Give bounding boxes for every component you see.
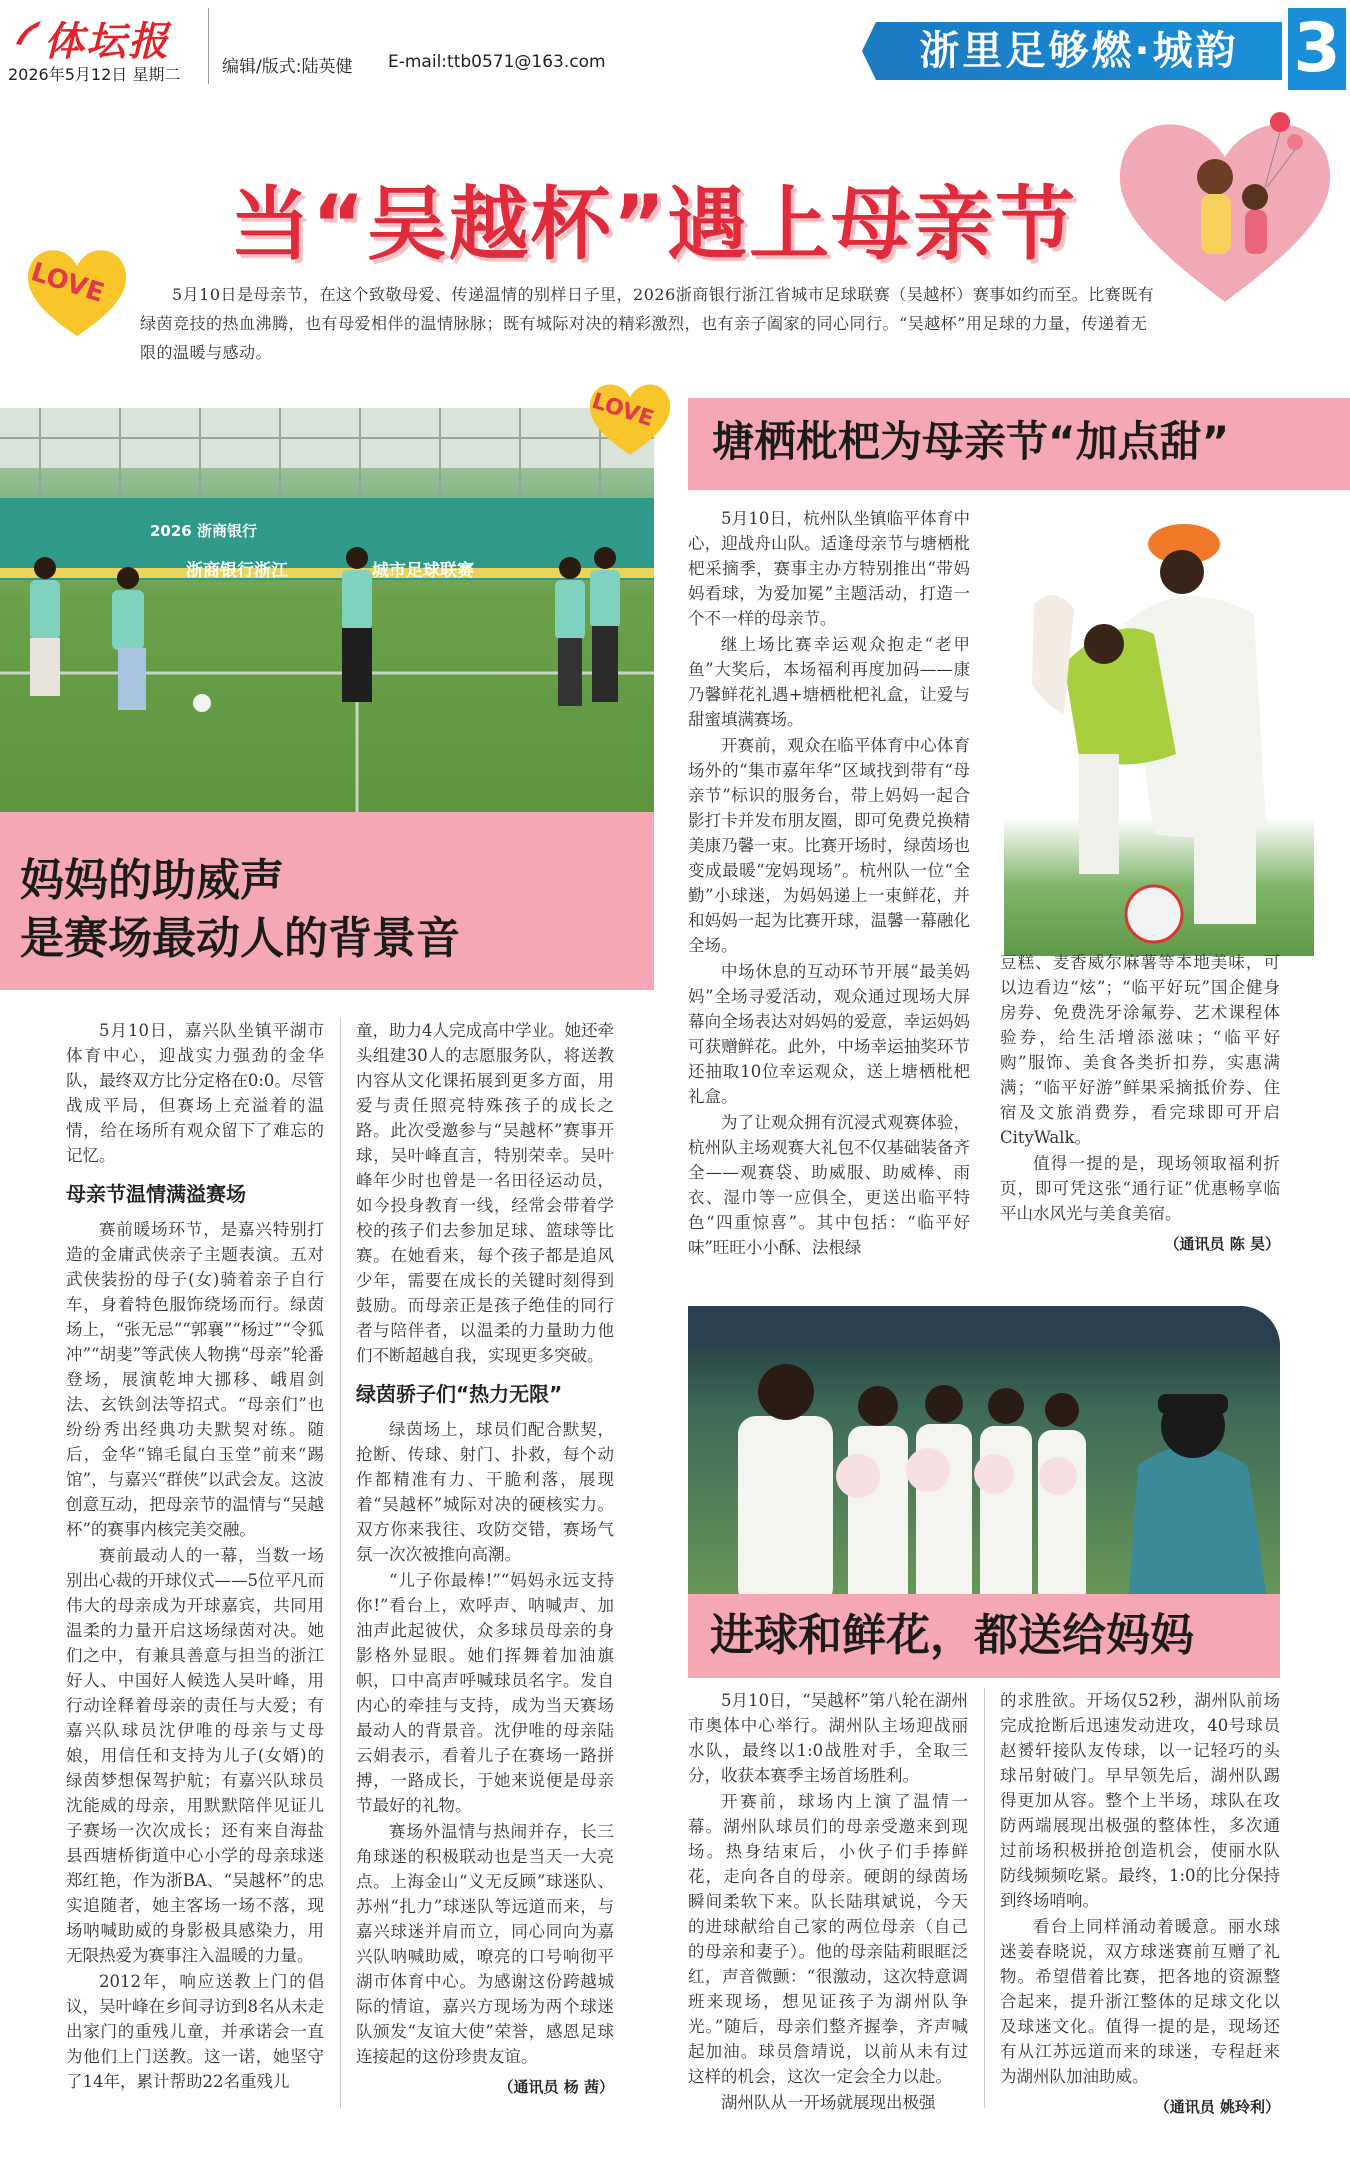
paragraph: 值得一提的是，现场领取福利折页，即可凭这张“通行证”优惠畅享临平山水风光与美食美宿。 (1000, 1154, 1280, 1223)
love-badge-text: LOVE (588, 388, 657, 433)
paragraph: “儿子你最棒!”“妈妈永远支持你!”看台上，欢呼声、呐喊声、加油声此起彼伏，众多球员母亲的身影格外显眼。她们挥舞着加油旗帜，口中高声呼喊球员名字。发自内心的牵挂与支持，成为当天赛场最动人的背景音。沈伊唯的母亲陆云娟表示，看着儿子在赛场一路拼搏，一路成长，于她来说便是母亲节最好的礼物。 (356, 1571, 614, 1815)
paragraph: 开赛前，观众在临平体育中心体育场外的“集市嘉年华”区域找到带有“母亲节”标识的服务台，带上妈妈一起合影打卡并发布朋友圈，即可免费兑换精美康乃馨一束。比赛开场时，绿茵场也变成最暖“宠妈现场”。杭州队一位“全勤”小球迷，为妈妈递上一束鲜花，并和妈妈一起为比赛开球，温馨一幕融化全场。 (688, 736, 970, 955)
section-banner: 浙里足够燃·城韵 (876, 22, 1282, 80)
newspaper-logo-icon (14, 18, 42, 48)
love-badge-secondary (585, 376, 675, 462)
paragraph: 赛前最动人的一幕，当数一场别出心裁的开球仪式——5位平凡而伟大的母亲成为开球嘉宾，共同用温柔的力量开启这场绿茵对决。她们之中，有兼具善意与担当的浙江好人、中国好人候选人吴叶峰，用行动诠释着母亲的责任与大爱；有嘉兴队球员沈伊唯的母亲与丈母娘，用信任和支持为儿子(女婿)的绿茵梦想保驾护航；有嘉兴队球员沈能威的母亲，用默默陪伴见证儿子赛场一次次成长；还有来自海盐县西塘桥街道中心小学的母亲球迷郑红艳，作为浙BA、“吴越杯”的忠实追随者，她主客场一场不落，现场呐喊助威的身影极具感染力，用无限热爱为赛事注入温暖的力量。 (66, 1546, 324, 1965)
subhead: 绿茵骄子们“热力无限” (356, 1382, 563, 1406)
right-top-story-title: 塘栖枇杷为母亲节“加点甜” (712, 417, 1230, 466)
board-text-3: 城市足球联赛 (372, 561, 474, 581)
left-story-title-line2: 是赛场最动人的背景音 (20, 913, 460, 964)
love-badge-text: LOVE (27, 257, 108, 309)
right-top-story-column-2 (1000, 950, 1280, 1257)
mother-child-heart-illustration (1105, 92, 1345, 312)
hug-photo (1004, 494, 1314, 956)
right-bottom-story-column-1 (688, 1688, 968, 2116)
love-badge (22, 240, 132, 344)
right-bottom-story-title: 进球和鲜花，都送给妈妈 (710, 1610, 1194, 1661)
byline: （通讯员 陈 昊） (1164, 1235, 1280, 1253)
left-story-column-2 (356, 1018, 614, 2100)
column-divider (340, 1018, 341, 2108)
paragraph: 继上场比赛幸运观众抱走“老甲鱼”大奖后，本场福利再度加码——康乃馨鲜花礼遇+塘栖枇杷礼盒，让爱与甜蜜填满赛场。 (688, 635, 970, 729)
byline: （通讯员 杨 茜） (498, 2078, 614, 2096)
right-bottom-story-column-2 (1000, 1688, 1280, 2120)
paragraph: 2012年，响应送教上门的倡议，吴叶峰在乡间寻访到8名从未走出家门的重残儿童，并承诺会一直为他们上门送教。这一诺，她坚守了14年，累计帮助22名重残儿 (66, 1972, 324, 2091)
intro-paragraph: 5月10日是母亲节，在这个致敬母爱、传递温情的别样日子里，2026浙商银行浙江省城市足球联赛（吴越杯）赛事如约而至。比赛既有绿茵竞技的热血沸腾，也有母爱相伴的温情脉脉；既有城际对决的精彩激烈，也有亲子阖家的同心同行。“吴越杯”用足球的力量，传递着无限的温暖与感动。 (140, 285, 1155, 362)
left-story-column-1 (66, 1018, 324, 2095)
column-divider (984, 1688, 985, 2108)
flowers-photo-scene (688, 1306, 1280, 1606)
left-story-title-line1: 妈妈的助威声 (20, 855, 284, 906)
paragraph: 5月10日，“吴越杯”第八轮在湖州市奥体中心举行。湖州队主场迎战丽水队，最终以1:0战胜对手，全取三分，收获本赛季主场首场胜利。 (688, 1691, 968, 1785)
kickoff-photo-scene (0, 408, 654, 836)
page-number: 3 (1288, 8, 1346, 90)
paragraph: 湖州队从一开场就展现出极强 (721, 2093, 936, 2112)
paragraph: 中场休息的互动环节开展“最美妈妈”全场寻爱活动，观众通过现场大屏幕向全场表达对妈妈的爱意，幸运妈妈可获赠鲜花。此外，中场幸运抽奖环节还抽取10位幸运观众，送上塘栖枇杷礼盒。 (688, 962, 970, 1106)
paragraph: 5月10日，嘉兴队坐镇平湖市体育中心，迎战实力强劲的金华队，最终双方比分定格在0:0。尽管战成平局，但赛场上充溢着的温情，给在场所有观众留下了难忘的记忆。 (66, 1021, 324, 1165)
paragraph: 开赛前，球场内上演了温情一幕。湖州队球员们的母亲受邀来到现场。热身结束后，小伙子们手捧鲜花，走向各自的母亲。硬朗的绿茵场瞬间柔软下来。队长陆琪斌说，今天的进球献给自己家的两位母亲（自己的母亲和妻子）。他的母亲陆莉眼眶泛红，声音微颤：“很激动，这次特意调班来现场，想见证孩子为湖州队争光。”随后，母亲们整齐握拳，齐声喊起加油。球员詹靖说，以前从未有过这样的机会，这次一定会全力以赴。 (688, 1792, 968, 2086)
paragraph: 5月10日，杭州队坐镇临平体育中心，迎战舟山队。适逢母亲节与塘栖枇杷采摘季，赛事主办方特别推出“带妈妈看球，为爱加冕”主题活动，打造一个不一样的母亲节。 (688, 509, 970, 628)
flowers-photo (688, 1306, 1280, 1606)
masthead-divider (208, 8, 209, 84)
paragraph: 绿茵场上，球员们配合默契，抢断、传球、射门、扑救，每个动作都精准有力、干脆利落，展现着“吴越杯”城际对决的硬核实力。双方你来我往、攻防交错，赛场气氛一次次被推向高潮。 (356, 1420, 614, 1564)
paragraph: 赛前暖场环节，是嘉兴特别打造的金庸武侠亲子主题表演。五对武侠装扮的母子(女)骑着亲子自行车，身着特色服饰绕场而行。绿茵场上，“张无忌”“郭襄”“杨过”“令狐冲”“胡斐”等武侠人物携“母亲”轮番登场，展演乾坤大挪移、峨眉剑法、玄铁剑法等招式。“母亲们”也纷纷秀出经典功夫默契对练。随后，金华“锦毛鼠白玉堂”前来“踢馆”，与嘉兴“群侠”以武会友。这波创意互动，把母亲节的温情与“吴越杯”的赛事内核完美交融。 (66, 1220, 324, 1539)
right-top-story-column-1 (688, 506, 970, 1261)
board-text-2: 浙商银行浙江 (186, 561, 288, 581)
hug-photo-scene (1004, 494, 1314, 956)
dateline: 2026年5月12日 星期二 (8, 65, 181, 84)
paragraph: 看台上同样涌动着暖意。丽水球迷姜春晓说，双方球迷赛前互赠了礼物。希望借着比赛，把各地的资源整合起来，提升浙江整体的足球文化以及球迷文化。值得一提的是，现场还有从江苏远道而来的球迷，专程赶来为湖州队加油助威。 (1000, 1917, 1280, 2086)
newspaper-logo[interactable]: 体坛报 (44, 19, 170, 65)
paragraph: 的求胜欲。开场仅52秒，湖州队前场完成抢断后迅速发动进攻，40号球员赵赟轩接队友传球，以一记轻巧的头球吊射破门。早早领先后，湖州队踢得更加从容。整个上半场，球队在攻防两端展现出极强的整体性，多次通过前场积极拼抢创造机会，使丽水队防线频频吃紧。最终，1:0的比分保持到终场哨响。 (1000, 1691, 1280, 1910)
masthead (0, 0, 1350, 90)
editor-credit: 编辑/版式:陆英健 (222, 57, 353, 77)
board-text-1: 2026 浙商银行 (150, 522, 257, 540)
kickoff-photo (0, 408, 654, 836)
page-headline: 当“吴越杯”遇上母亲节 (230, 178, 1078, 271)
left-story-title (20, 852, 460, 968)
paragraph: 豆糕、麦香威尔麻薯等本地美味，可以边看边“炫”；“临平好玩”国企健身房券、免费洗牙涂氟券、艺术课程体验券，给生活增添滋味；“临平好购”服饰、美食各类折扣券，实惠满满；“临平好游”鲜果采摘抵价券、住宿及文旅消费券，看完球即可开启CityWalk。 (1000, 953, 1280, 1147)
paragraph: 童，助力4人完成高中学业。她还牵头组建30人的志愿服务队，将送教内容从文化课拓展到更多方面，用爱与责任照亮特殊孩子的成长之路。此次受邀参与“吴越杯”赛事开球，吴叶峰直言，特别荣幸。吴叶峰年少时也曾是一名田径运动员，如今投身教育一线，经常会带着学校的孩子们去参加足球、篮球等比赛。在她看来，每个孩子都是追风少年，需要在成长的关键时刻得到鼓励。而母亲正是孩子绝佳的同行者与陪伴者，以温柔的力量助力他们不断超越自我，实现更多突破。 (356, 1021, 614, 1365)
byline: （通讯员 姚玲利） (1154, 2098, 1280, 2116)
editor-email[interactable]: E-mail:ttb0571@163.com (388, 52, 606, 72)
subhead: 母亲节温情满溢赛场 (66, 1182, 246, 1206)
paragraph: 赛场外温情与热闹并存，长三角球迷的积极联动也是当天一大亮点。上海金山“义无反顾”球迷队、苏州“扎力”球迷队等远道而来，与嘉兴球迷并肩而立，同心同向为嘉兴队呐喊助威，嘹亮的口号响彻平湖市体育中心。为感谢这份跨越城际的情谊，嘉兴方现场为两个球迷队颁发“友谊大使”荣誉，感恩足球连接起的这份珍贵友谊。 (356, 1822, 614, 2066)
paragraph: 为了让观众拥有沉浸式观赛体验，杭州队主场观赛大礼包不仅基础装备齐全——观赛袋、助威服、助威棒、雨衣、湿巾等一应俱全，更送出临平特色“四重惊喜”。其中包括：“临平好味”旺旺小小酥、法根绿 (688, 1113, 970, 1257)
